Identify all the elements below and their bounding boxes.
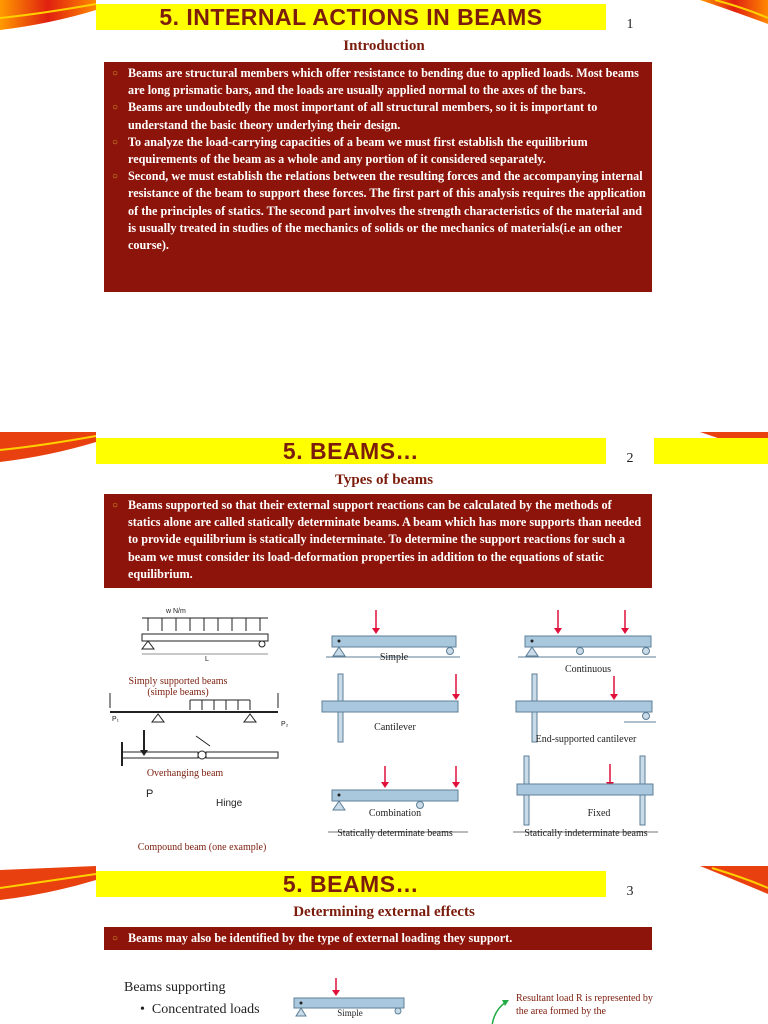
simple-label: Simple	[337, 1008, 363, 1018]
bullet-icon: ○	[112, 171, 119, 183]
load-label: w N/m	[166, 608, 186, 615]
p2-label: P₂	[281, 721, 289, 728]
combination-label: Combination	[368, 808, 422, 819]
content-box	[104, 494, 652, 588]
slide-subtitle: Determining external effects	[293, 904, 475, 920]
bullet-item: ○ Beams may also be identified by the type of external loading they support.	[112, 930, 646, 947]
compound-caption: Compound beam (one example)	[137, 842, 267, 853]
list-bullet: •	[140, 1002, 152, 1017]
bullet-item: ○ Beams are structural members which offer resistance to bending due to applied loads. Most beams are long prismatic bars, and the loads are usually applied normal to the axes of the bars.	[112, 66, 639, 98]
supporting-heading: Beams supporting	[124, 980, 226, 995]
slide-number: 1	[626, 17, 634, 32]
p-load-label: P	[146, 788, 154, 800]
content-box	[104, 927, 652, 950]
bullet-icon: ○	[112, 933, 119, 944]
span-label: L	[205, 656, 209, 663]
content-box	[104, 62, 652, 292]
green-arrow-icon	[486, 996, 510, 1024]
end-supported-label: End-supported cantilever	[535, 734, 637, 745]
bullet-item: ○ To analyze the load-carrying capacities of a beam we must first establish the equilibrium requirements of the beam as a whole and any portion of it considered separately.	[112, 134, 588, 167]
fixed-label: Fixed	[587, 808, 611, 819]
bullet-item: ○ Second, we must establish the relations between the resulting forces and the accompanying internal resistance of the beam to support these forces. The first part of this analysis requires the application of the principles of statics. The second part involves the strength characteristics of the material and is usually treated in studies of the mechanics of solids or the mechanics of materials(i.e an other course).	[112, 169, 646, 253]
continuous-label: Continuous	[564, 664, 612, 675]
title-accent	[654, 438, 768, 464]
bullet-icon: ○	[112, 500, 119, 511]
bullet-item: ○ Beams are undoubtedly the most important of all structural members, so it is important to understand the basic theory underlying their design.	[112, 100, 598, 132]
simple-label: Simple	[379, 652, 409, 663]
beam-types-right-diagram	[318, 604, 658, 834]
slide-title: 5. BEAMS…	[96, 438, 606, 464]
beam-types-left-diagram	[100, 604, 290, 844]
determinate-caption: Statically determinate beams	[337, 828, 453, 839]
slide-title: 5. BEAMS…	[96, 871, 606, 897]
bullet-icon: ○	[112, 102, 119, 114]
bullet-item: ○ Beams supported so that their external support reactions can be calculated by the methods of statics alone are called statically determinate beams. A beam which has more supports than needed to provide equilibrium is statically indeterminate. To determine the support reactions for such a beam we must consider its load-deformation properties in addition to the equations of static equilibrium.	[112, 498, 642, 581]
overhanging-caption: Overhanging beam	[146, 768, 224, 779]
slide-subtitle: Types of beams	[334, 472, 434, 488]
slide-number: 3	[626, 884, 634, 899]
slide-subtitle: Introduction	[343, 38, 425, 54]
indeterminate-caption: Statically indeterminate beams	[524, 828, 648, 839]
slide-number: 2	[626, 451, 634, 466]
simply-supported-caption: Simply supported beams (simple beams)	[128, 676, 228, 698]
cantilever-label: Cantilever	[374, 722, 416, 733]
slide-3	[0, 866, 768, 1024]
hinge-label: Hinge	[216, 798, 243, 809]
resultant-load-note: Resultant load R is represented by the area formed by the	[516, 993, 653, 1017]
supporting-item: • Concentrated loads	[140, 1002, 260, 1017]
slide-2	[0, 432, 768, 864]
slide-1	[0, 0, 768, 360]
p1-label: P₁	[112, 716, 120, 723]
slide-title: 5. INTERNAL ACTIONS IN BEAMS	[96, 4, 606, 30]
bullet-icon: ○	[112, 136, 119, 148]
bullet-icon: ○	[112, 68, 119, 79]
